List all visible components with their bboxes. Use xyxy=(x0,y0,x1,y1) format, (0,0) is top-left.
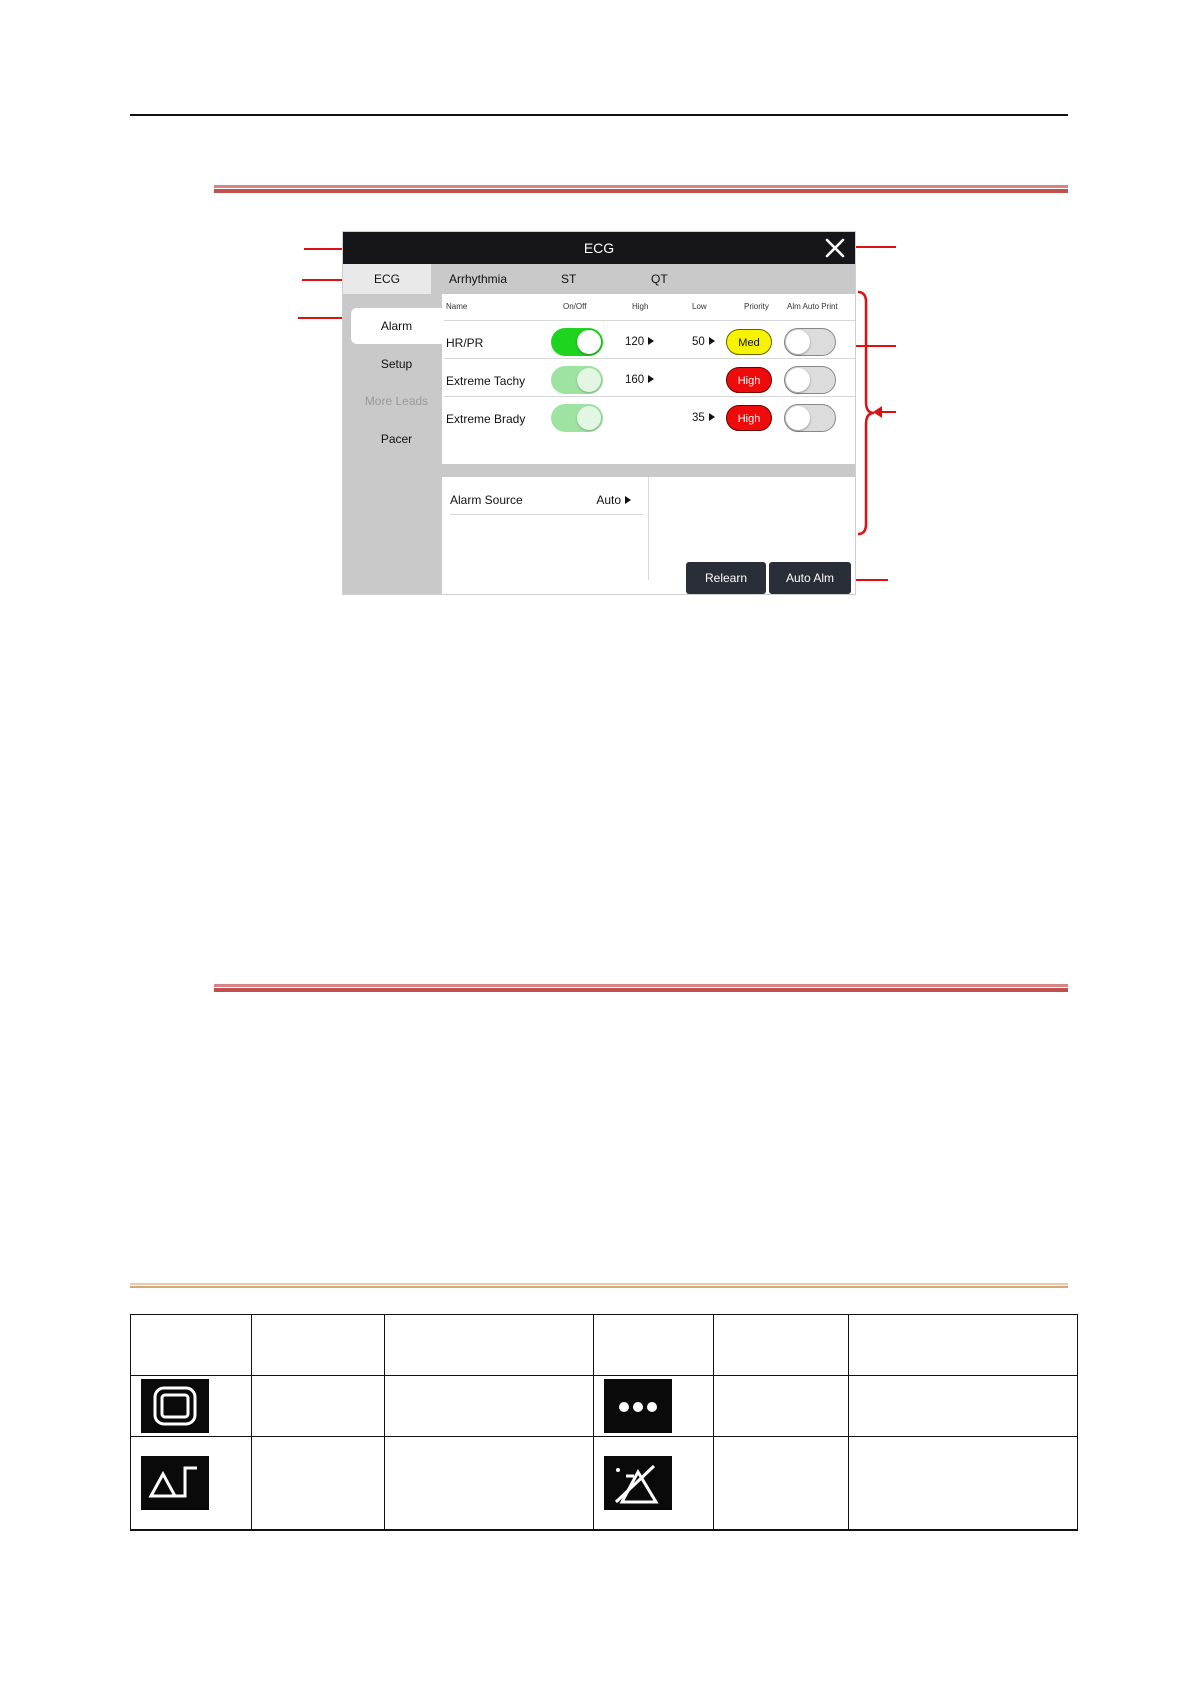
row-divider xyxy=(444,358,855,359)
tab-arrhythmia[interactable]: Arrhythmia xyxy=(449,272,508,286)
row-name-extreme-tachy: Extreme Tachy xyxy=(446,374,526,388)
alarm-panel xyxy=(442,294,855,617)
priority-badge[interactable]: Med xyxy=(726,329,772,355)
section-divider xyxy=(214,984,1068,992)
auto-print-toggle[interactable] xyxy=(784,404,836,432)
annotation-arrow xyxy=(852,246,896,248)
alarm-limit-icon xyxy=(141,1456,209,1510)
section-divider xyxy=(214,185,1068,193)
relearn-button[interactable]: Relearn xyxy=(686,562,766,594)
annotation-arrow xyxy=(298,317,344,319)
alarm-source-value: Auto xyxy=(596,486,631,514)
column-header-priority: Priority xyxy=(744,302,769,311)
tab-st[interactable]: ST xyxy=(561,272,577,286)
column-header-name: Name xyxy=(446,302,468,311)
column-divider xyxy=(648,477,649,580)
column-header-auto-print: Alm Auto Print xyxy=(787,302,838,311)
alarm-pause-icon xyxy=(604,1456,672,1510)
high-limit[interactable]: 160 xyxy=(625,374,654,386)
tab-ecg[interactable]: ECG xyxy=(343,264,431,294)
row-divider xyxy=(444,396,855,397)
section-divider xyxy=(130,1283,1068,1288)
sidebar-item-alarm[interactable]: Alarm xyxy=(351,308,442,344)
sidebar xyxy=(343,294,442,594)
row-name-hr-pr: HR/PR xyxy=(446,336,484,350)
row-name-extreme-brady: Extreme Brady xyxy=(446,412,526,426)
table-row xyxy=(131,1376,1078,1437)
tab-qt[interactable]: QT xyxy=(651,272,668,286)
alarm-source-label: Alarm Source xyxy=(450,493,523,507)
low-limit[interactable]: 50 xyxy=(692,336,715,348)
window-icon xyxy=(141,1379,209,1433)
onoff-toggle[interactable] xyxy=(551,404,603,432)
more-icon xyxy=(604,1379,672,1433)
sidebar-item-more-leads[interactable]: More Leads xyxy=(364,394,429,408)
table-row xyxy=(131,1437,1078,1531)
annotation-brace xyxy=(856,290,880,536)
sidebar-item-setup[interactable]: Setup xyxy=(380,357,413,371)
high-limit[interactable]: 120 xyxy=(625,336,654,348)
table-header-row xyxy=(131,1315,1078,1376)
column-header-high: High xyxy=(632,302,649,311)
ecg-dialog xyxy=(342,231,856,617)
alarm-source-setting[interactable] xyxy=(450,486,643,515)
header-rule xyxy=(130,114,1068,116)
tab-bar xyxy=(343,264,855,294)
section-band xyxy=(442,464,855,477)
auto-print-toggle[interactable] xyxy=(784,366,836,394)
onoff-toggle[interactable] xyxy=(551,328,603,356)
icon-table xyxy=(130,1314,1078,1531)
auto-alarm-limits-button[interactable]: Auto Alm Limits xyxy=(769,562,851,594)
column-header-onoff: On/Off xyxy=(563,302,587,311)
column-header-low: Low xyxy=(692,302,707,311)
row-divider xyxy=(444,320,855,321)
priority-badge[interactable]: High xyxy=(726,367,772,393)
annotation-arrow xyxy=(880,411,896,413)
sidebar-item-pacer[interactable]: Pacer xyxy=(380,432,413,446)
dialog-title: ECG xyxy=(343,232,855,264)
annotation-arrow xyxy=(852,579,888,581)
onoff-toggle[interactable] xyxy=(551,366,603,394)
low-limit[interactable]: 35 xyxy=(692,412,715,424)
close-icon[interactable] xyxy=(823,236,847,260)
priority-badge[interactable]: High xyxy=(726,405,772,431)
auto-print-toggle[interactable] xyxy=(784,328,836,356)
